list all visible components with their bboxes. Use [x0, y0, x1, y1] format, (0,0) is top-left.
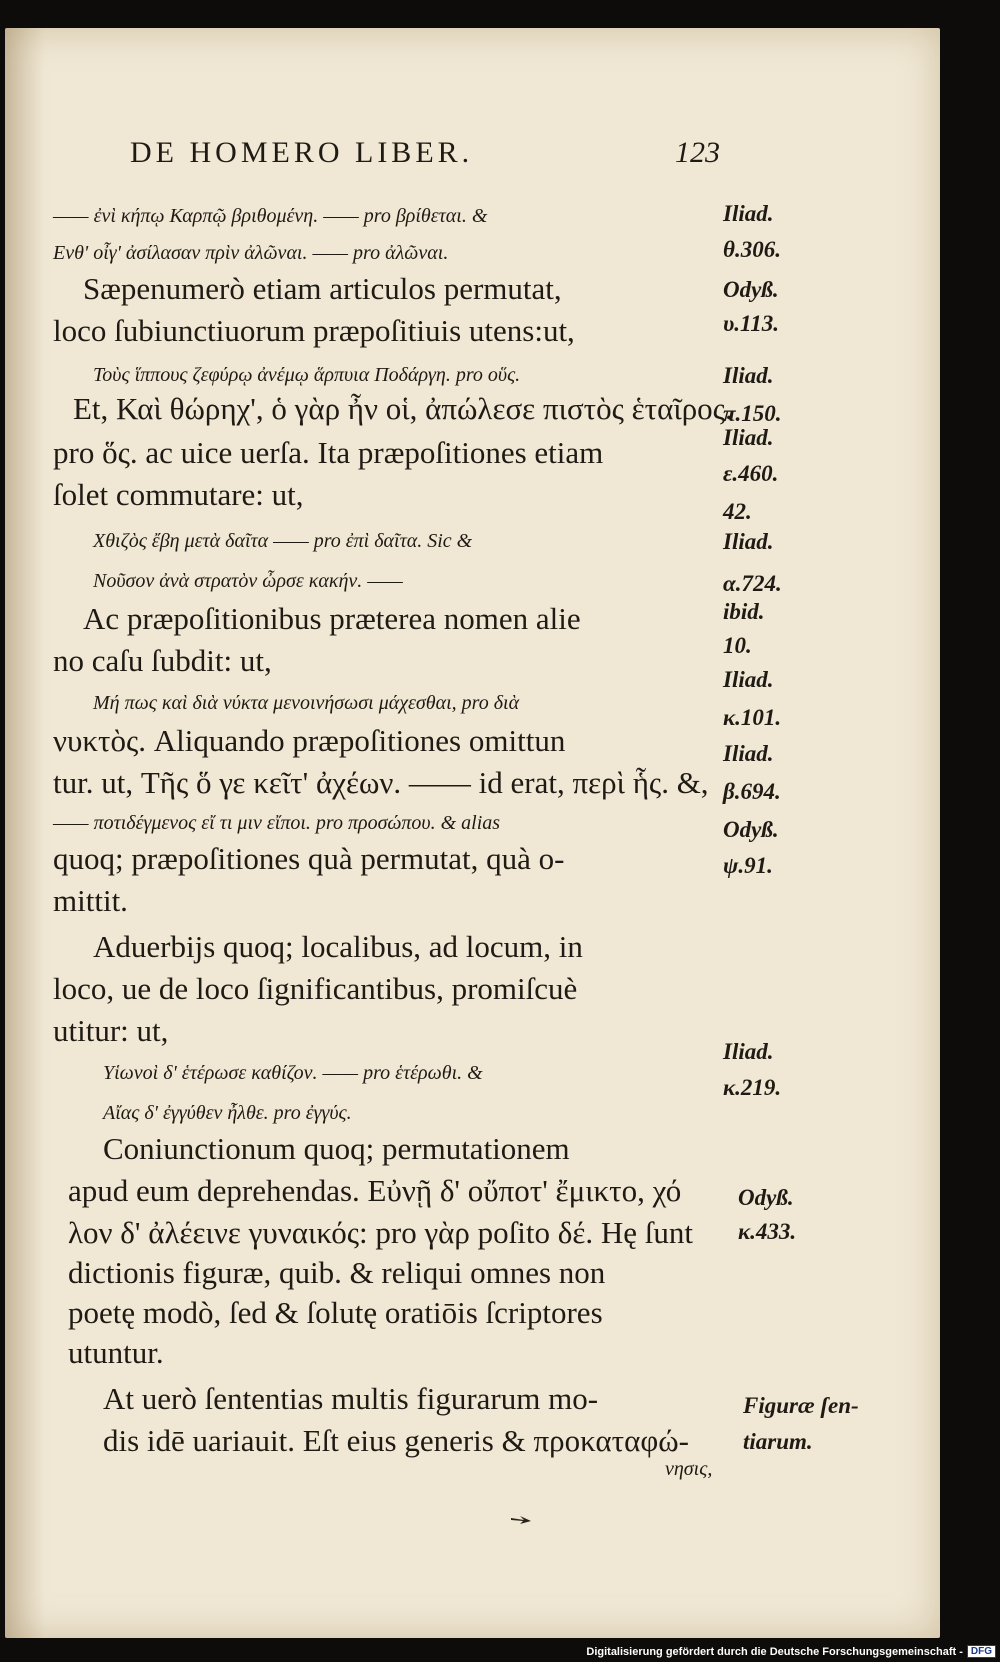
page-number: 123	[675, 136, 720, 169]
margin-note: θ.306.	[723, 237, 781, 262]
text-line: loco ſubiunctiuorum præpoſitiuis utens:ut,	[53, 313, 575, 348]
text-line: At uerò ſententias multis figurarum mo-	[103, 1381, 599, 1416]
margin-note: Iliad.	[723, 741, 774, 766]
dfg-logo: DFG	[967, 1645, 996, 1658]
margin-note: κ.101.	[723, 705, 782, 730]
text-line: no caſu ſubdit: ut,	[53, 643, 272, 678]
text-line: dis idē uariauit. Eſt eius generis & προκαταφώ-	[103, 1423, 689, 1458]
margin-note: κ.433.	[738, 1219, 797, 1244]
margin-note: Iliad.	[723, 425, 774, 450]
footer-text: Digitalisierung gefördert durch die Deutsche Forschungsgemeinschaft -	[586, 1645, 963, 1658]
text-line: quoq; præpoſitiones quà permutat, quà o-	[53, 841, 565, 876]
margin-note: Figuræ ſen-	[743, 1393, 859, 1418]
text-line: apud eum deprehendas. Εὐνῇ δ' οὔποτ' ἔμικτο, χό	[68, 1173, 682, 1208]
margin-note: π.150.	[723, 401, 782, 426]
text-line: Coniunctionum quoq; permutationem	[103, 1131, 570, 1166]
running-header	[130, 136, 720, 170]
catchword: νησις,	[665, 1458, 713, 1480]
running-title: DE HOMERO LIBER.	[130, 136, 474, 169]
margin-note: ε.460.	[723, 461, 779, 486]
text-line: Aduerbijs quoq; localibus, ad locum, in	[93, 929, 583, 964]
margin-note: Iliad.	[723, 201, 774, 226]
text-line: λον δ' ἀλέεινε γυναικός: pro γὰρ poſito δέ. Hę ſunt	[68, 1215, 693, 1250]
margin-note: 42.	[723, 499, 752, 524]
text-line: ſolet commutare: ut,	[53, 477, 304, 512]
text-line: Χθιζὸς ἔβη μετὰ δαῖτα —— pro ἐπὶ δαῖτα. Sic &	[93, 530, 473, 552]
text-line: Αἴας δ' ἐγγύθεν ἦλθε. pro ἐγγύς.	[103, 1102, 352, 1124]
text-line: Τοὺς ἵππους ζεφύρῳ ἀνέμῳ ἅρπυια Ποδάργη. pro οὕς.	[93, 364, 521, 386]
text-line: Ενθ' οἶγ' ἀσίλασαν πρὶν ἀλῶναι. —— pro ἀλῶναι.	[53, 242, 449, 264]
text-line: —— ποτιδέγμενος εἴ τι μιν εἴποι. pro προσώπου. & alias	[53, 812, 501, 834]
margin-note: Iliad.	[723, 529, 774, 554]
text-line: tur. ut, Τῆς ὅ γε κεῖτ' ἀχέων. —— id erat, περὶ ἧς. &,	[53, 765, 709, 800]
text-line: Υἱωνοὶ δ' ἑτέρωσε καθίζον. —— pro ἑτέρωθι. &	[103, 1062, 483, 1084]
margin-note: Iliad.	[723, 1039, 774, 1064]
text-line: poetę modò, ſed & ſolutę oratiōis ſcriptores	[68, 1295, 603, 1330]
text-line: loco, ue de loco ſignificantibus, promiſcuè	[53, 971, 578, 1006]
margin-note: Odyß.	[738, 1185, 794, 1210]
text-line: Sæpenumerò etiam articulos permutat,	[83, 271, 562, 306]
text-line: pro ὅς. ac uice uerſa. Ita præpoſitiones etiam	[53, 435, 604, 470]
text-line: utitur: ut,	[53, 1013, 169, 1048]
text-line: νυκτὸς. Aliquando præpoſitiones omittun	[53, 723, 566, 758]
text-line: dictionis figuræ, quib. & reliqui omnes non	[68, 1255, 606, 1290]
margin-note: 10.	[723, 633, 752, 658]
book-page	[5, 28, 940, 1638]
printers-ornament-icon	[510, 1515, 532, 1525]
text-line: utuntur.	[68, 1335, 164, 1370]
text-line: mittit.	[53, 883, 128, 918]
margin-note: β.694.	[723, 779, 781, 804]
text-line: Νοῦσον ἀνὰ στρατὸν ὦρσε κακήν. ——	[93, 570, 403, 592]
margin-note: α.724.	[723, 571, 782, 596]
footer-credit	[586, 1641, 1000, 1662]
text-line: Et, Καὶ θώρηχ', ὁ γὰρ ἦν οἱ, ἀπώλεσε πιστὸς ἑταῖρος.	[73, 391, 733, 426]
margin-note: Iliad.	[723, 363, 774, 388]
text-line: Ac præpoſitionibus præterea nomen alie	[83, 601, 581, 636]
text-line: —— ἐνὶ κήπῳ Καρπῷ βριθομένη. —— pro βρίθεται. &	[53, 205, 488, 227]
text-line: Μή πως καὶ διὰ νύκτα μενοινήσωσι μάχεσθαι, pro διὰ	[93, 692, 520, 714]
margin-note: Odyß.	[723, 817, 779, 842]
margin-note: υ.113.	[723, 311, 779, 336]
margin-note: Iliad.	[723, 667, 774, 692]
margin-note: κ.219.	[723, 1075, 782, 1100]
margin-note: tiarum.	[743, 1429, 813, 1454]
margin-note: ψ.91.	[723, 853, 773, 878]
margin-note: ibid.	[723, 599, 765, 624]
margin-note: Odyß.	[723, 277, 779, 302]
